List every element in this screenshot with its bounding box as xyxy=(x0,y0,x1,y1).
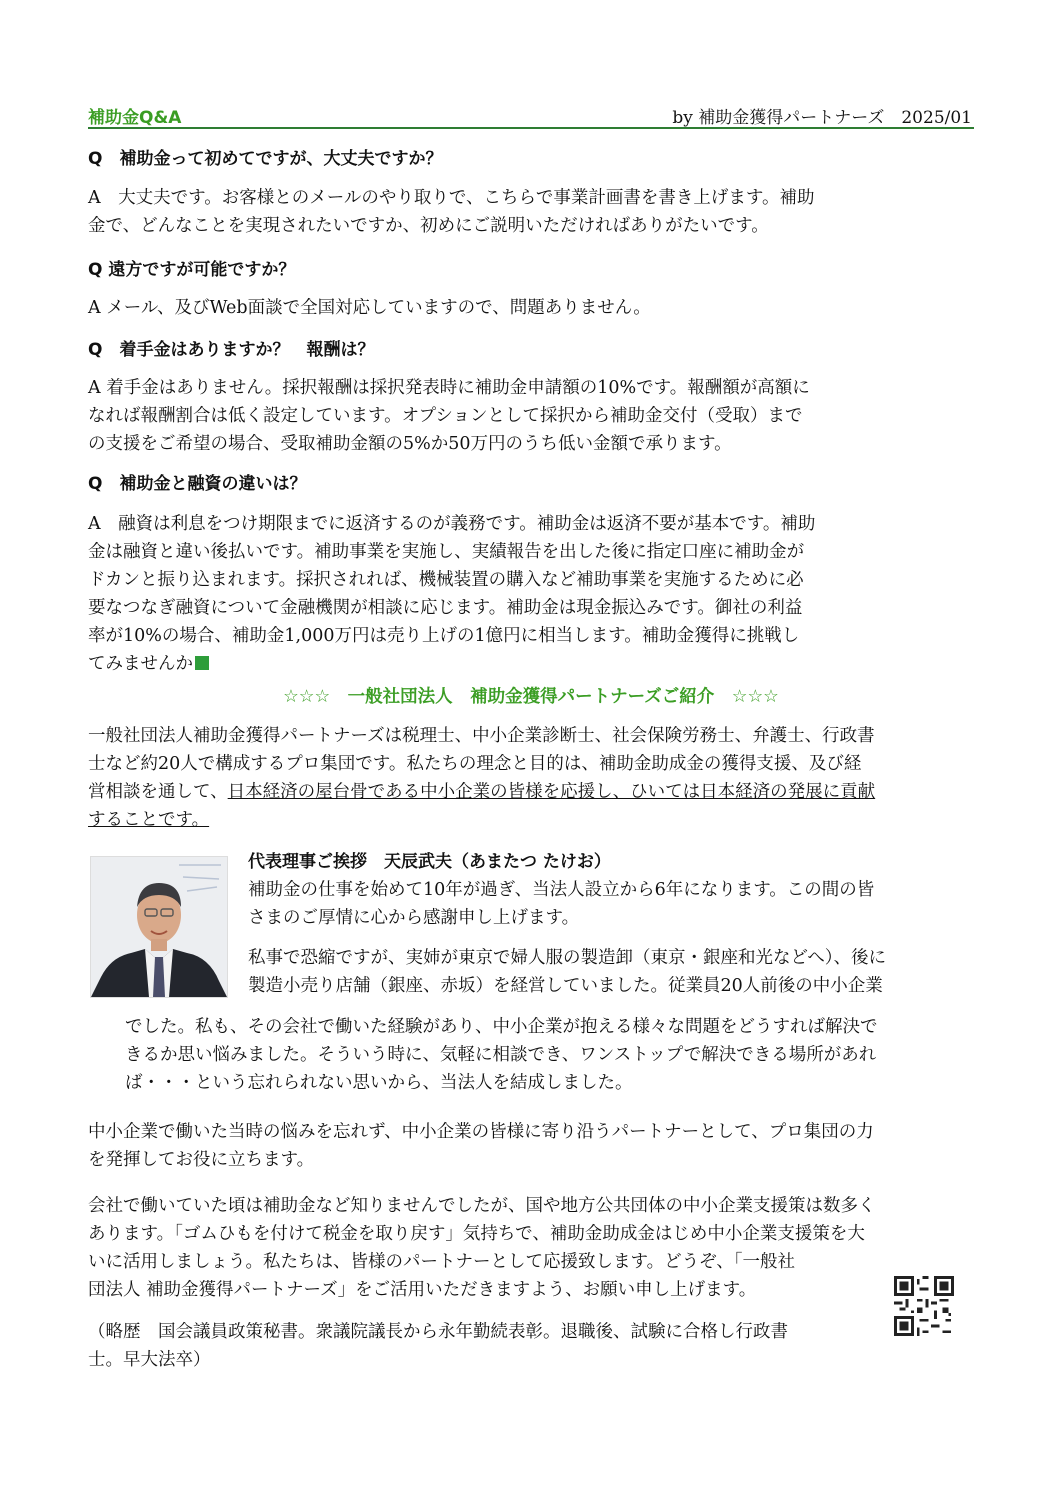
page-header xyxy=(88,103,974,129)
paragraph-line: を発揮してお役に立ちます。 xyxy=(88,1150,315,1170)
qa-item xyxy=(88,256,974,284)
intro-underlined: 日本経済の屋台骨である中小企業の皆様を応援し、ひいては日本経済の発展に貢献 xyxy=(227,782,876,802)
greeting-line: きるか思い悩みました。そういう時に、気軽に相談でき、ワンストップで解決できる場所があれ xyxy=(125,1045,877,1065)
greeting-heading: 代表理事ご挨拶 天辰武夫（あまたつ たけお） xyxy=(248,852,611,872)
question: Q 補助金と融資の違いは？ xyxy=(88,474,307,494)
greeting-line: でした。私も、その会社で働いた経験があり、中小企業が抱える様々な問題をどうすれば解決で xyxy=(125,1017,878,1037)
answer xyxy=(88,510,974,678)
intro-line: 一般社団法人補助金獲得パートナーズは税理士、中小企業診断士、社会保険労務士、弁護士、行政書 xyxy=(88,726,875,746)
answer-line: の支援をご希望の場合、受取補助金額の5%か50万円のうち低い金額で承ります。 xyxy=(88,434,732,454)
career-line: （略歴 国会議員政策秘書。衆議院議長から永年勤続表彰。退職後、試験に合格し行政書 xyxy=(88,1322,788,1342)
qr-code-icon xyxy=(894,1276,954,1336)
paragraph-line: 会社で働いていた頃は補助金など知りませんでしたが、国や地方公共団体の中小企業支援策は数多く xyxy=(88,1196,876,1216)
answer-line: ドカンと振り込まれます。採択されれば、機械装置の購入など補助事業を実施するために必 xyxy=(88,570,804,590)
intro-line xyxy=(88,806,974,834)
career-line: 士。早大法卒） xyxy=(88,1350,211,1370)
header-title: 補助金Q&A xyxy=(88,108,182,128)
career-note xyxy=(88,1318,974,1374)
greeting-continued xyxy=(125,1013,975,1097)
portrait-illustration xyxy=(91,857,227,997)
intro-line: 士など約20人で構成するプロ集団です。私たちの理念と目的は、補助金助成金の獲得支援、及び経 xyxy=(88,754,862,774)
paragraph-line: 中小企業で働いた当時の悩みを忘れず、中小企業の皆様に寄り沿うパートナーとして、プロ集団の力 xyxy=(88,1122,874,1142)
qa-item xyxy=(88,470,974,498)
answer-line: A 大丈夫です。お客様とのメールのやり取りで、こちらで事業計画書を書き上げます。補助 xyxy=(88,188,815,208)
qa-item xyxy=(88,145,974,173)
greeting-top xyxy=(248,848,968,1000)
header-byline: by 補助金獲得パートナーズ 2025/01 xyxy=(672,108,972,128)
answer xyxy=(88,184,974,240)
paragraph-line: いに活用しましょう。私たちは、皆様のパートナーとして応援致します。どうぞ、「一般社 xyxy=(88,1252,795,1272)
answer-line: A メール、及びWeb面談で全国対応していますので、問題ありません。 xyxy=(88,298,651,318)
greeting-line: 私事で恐縮ですが、実姉が東京で婦人服の製造卸（東京・銀座和光などへ）、後に xyxy=(248,948,887,968)
paragraph-line: 団法人 補助金獲得パートナーズ」をご活用いただきますよう、お願い申し上げます。 xyxy=(88,1280,757,1300)
answer-line: 金は融資と違い後払いです。補助事業を実施し、実績報告を出した後に指定口座に補助金が xyxy=(88,542,805,562)
greeting-line: さまのご厚情に心から感謝申し上げます。 xyxy=(248,908,580,928)
paragraph-commitment xyxy=(88,1118,974,1174)
question: Q 補助金って初めてですが、大丈夫ですか？ xyxy=(88,149,443,169)
qa-item xyxy=(88,336,974,364)
answer-line: 率が10%の場合、補助金1,000万円は売り上げの1億円に相当します。補助金獲得に挑戦し xyxy=(88,626,800,646)
answer-line: A 融資は利息をつけ期限までに返済するのが義務です。補助金は返済不要が基本です。補助 xyxy=(88,514,816,534)
portrait-photo xyxy=(90,856,228,998)
answer-line: なれば報酬割合は低く設定しています。オプションとして採択から補助金交付（受取）まで xyxy=(88,406,803,426)
paragraph-support xyxy=(88,1192,974,1304)
answer xyxy=(88,294,974,322)
question: Q 遠方ですが可能ですか？ xyxy=(88,260,296,280)
answer-line: 金で、どんなことを実現されたいですか、初めにご説明いただければありがたいです。 xyxy=(88,216,769,236)
greeting-line: 製造小売り店舗（銀座、赤坂）を経営していました。従業員20人前後の中小企業 xyxy=(248,976,883,996)
answer xyxy=(88,374,974,458)
section-title: ☆☆☆ 一般社団法人 補助金獲得パートナーズご紹介 ☆☆☆ xyxy=(283,687,779,707)
intro-line xyxy=(88,778,974,806)
answer-text: てみませんか xyxy=(88,654,193,674)
green-square-icon xyxy=(195,656,209,670)
greeting-line: ば・・・という忘れられない思いから、当法人を結成しました。 xyxy=(125,1073,633,1093)
answer-line-last xyxy=(88,650,974,678)
question: Q 着手金はありますか？ 報酬は？ xyxy=(88,340,375,360)
answer-line: A 着手金はありません。採択報酬は採択発表時に補助金申請額の10%です。報酬額が高額に xyxy=(88,378,810,398)
greeting-line: 補助金の仕事を始めて10年が過ぎ、当法人設立から6年になります。この間の皆 xyxy=(248,880,875,900)
paragraph-line: あります。「ゴムひもを付けて税金を取り戻す」気持ちで、補助金助成金はじめ中小企業支援策を大 xyxy=(88,1224,865,1244)
intro-paragraph xyxy=(88,722,974,834)
intro-text: 営相談を通して、 xyxy=(88,782,228,802)
answer-line: 要なつなぎ融資について金融機関が相談に応じます。補助金は現金振込みです。御社の利益 xyxy=(88,598,803,618)
intro-underlined: することです。 xyxy=(88,810,210,830)
